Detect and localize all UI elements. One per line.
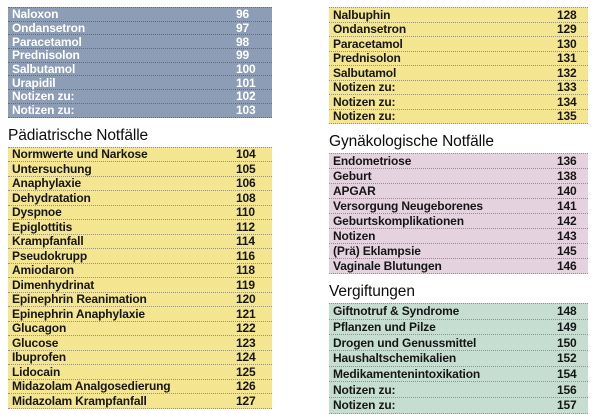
section-box [8, 147, 272, 409]
toc-entry-page: 143 [557, 229, 577, 243]
toc-entry-page: 148 [557, 304, 577, 319]
toc-entry-label: Geburtskomplikationen [333, 214, 464, 228]
toc-entry-page: 138 [557, 169, 577, 183]
section-box [8, 7, 272, 118]
toc-entry-page: 149 [557, 320, 577, 335]
toc-entry-page: 100 [236, 62, 256, 77]
toc-entry-page: 134 [557, 94, 577, 109]
toc-row [329, 382, 588, 398]
toc-entry-label: Naloxon [12, 7, 59, 22]
toc-entry-label: Paracetamol [12, 34, 82, 49]
toc-entry-label: Anaphylaxie [12, 176, 82, 191]
toc-row [8, 365, 272, 380]
toc-entry-label: Epinephrin Reanimation [12, 292, 147, 307]
toc-entry-label: Giftnotruf & Syndrome [333, 304, 460, 319]
toc-entry-page: 157 [557, 398, 577, 413]
toc-entry-label: Notizen zu: [333, 109, 396, 124]
toc-row [8, 336, 272, 351]
toc-entry-page: 97 [236, 21, 250, 36]
toc-row [329, 52, 588, 67]
toc-row [329, 304, 588, 320]
toc-row [329, 169, 588, 184]
section-title: Vergiftungen [329, 283, 415, 300]
toc-entry-page: 131 [557, 51, 577, 66]
toc-row [8, 307, 272, 322]
toc-entry-page: 133 [557, 80, 577, 95]
toc-entry-label: Ondansetron [333, 22, 407, 37]
toc-entry-label: Nalbuphin [333, 7, 391, 22]
toc-entry-label: Notizen [333, 229, 376, 243]
toc-row [329, 37, 588, 52]
toc-row [8, 264, 272, 279]
toc-row [329, 8, 588, 23]
toc-row [8, 90, 272, 104]
toc-entry-label: Haushaltschemikalien [333, 351, 457, 366]
toc-entry-label: Glucagon [12, 321, 67, 336]
toc-entry-label: Dimenhydrinat [12, 277, 95, 292]
toc-entry-label: Notizen zu: [12, 103, 75, 118]
toc-entry-page: 145 [557, 244, 577, 258]
toc-entry-label: Notizen zu: [333, 80, 396, 95]
toc-entry-label: Krampfanfall [12, 234, 84, 249]
toc-entry-page: 114 [236, 234, 255, 249]
toc-row [8, 148, 272, 163]
toc-entry-label: Lidocain [12, 364, 61, 379]
toc-entry-page: 116 [236, 248, 255, 263]
toc-entry-label: Salbutamol [12, 62, 76, 77]
toc-row [8, 104, 272, 118]
toc-entry-page: 154 [557, 367, 577, 382]
toc-row [8, 177, 272, 192]
toc-entry-label: Amiodaron [12, 263, 74, 278]
toc-entry-page: 135 [557, 109, 577, 124]
toc-row [8, 35, 272, 49]
toc-entry-page: 98 [236, 34, 250, 49]
toc-entry-page: 156 [557, 382, 577, 397]
toc-entry-page: 105 [236, 161, 256, 176]
toc-entry-page: 103 [236, 103, 256, 118]
toc-entry-page: 152 [557, 351, 577, 366]
toc-entry-page: 99 [236, 48, 250, 63]
toc-entry-label: Notizen zu: [333, 94, 396, 109]
toc-entry-label: Untersuchung [12, 161, 92, 176]
toc-entry-page: 121 [236, 306, 256, 321]
toc-entry-label: Epiglottitis [12, 219, 73, 234]
toc-entry-label: Pseudokrupp [12, 248, 88, 263]
toc-entry-label: Dyspnoe [12, 205, 62, 220]
toc-row [8, 49, 272, 63]
toc-entry-page: 146 [557, 259, 577, 273]
toc-row [329, 367, 588, 383]
toc-entry-label: Notizen zu: [333, 382, 396, 397]
toc-row [8, 322, 272, 337]
toc-row [8, 76, 272, 90]
toc-entry-page: 125 [236, 364, 256, 379]
toc-entry-label: Notizen zu: [12, 89, 75, 104]
toc-row [329, 81, 588, 96]
toc-row [329, 351, 588, 367]
toc-entry-page: 120 [236, 292, 256, 307]
toc-row [329, 320, 588, 336]
toc-row [8, 162, 272, 177]
toc-entry-page: 132 [557, 65, 577, 80]
toc-row [8, 278, 272, 293]
toc-entry-page: 104 [236, 147, 256, 162]
section-title: Gynäkologische Notfälle [329, 133, 494, 150]
toc-row [8, 235, 272, 250]
toc-row [329, 214, 588, 229]
toc-row [8, 394, 272, 409]
toc-entry-label: Prednisolon [12, 48, 80, 63]
toc-row [329, 95, 588, 110]
toc-entry-page: 106 [236, 176, 256, 191]
toc-entry-label: Urapidil [12, 75, 56, 90]
toc-row [329, 229, 588, 244]
toc-entry-label: Salbutamol [333, 65, 397, 80]
toc-entry-label: Medikamentenintoxikation [333, 367, 481, 382]
toc-entry-label: Drogen und Genussmittel [333, 335, 477, 350]
toc-row [8, 293, 272, 308]
section-box [329, 303, 588, 414]
toc-entry-page: 128 [557, 7, 577, 22]
toc-row [329, 335, 588, 351]
toc-entry-label: Normwerte und Narkose [12, 147, 148, 162]
toc-entry-page: 130 [557, 36, 577, 51]
toc-entry-page: 142 [557, 214, 577, 228]
toc-entry-page: 108 [236, 190, 256, 205]
toc-row [329, 259, 588, 274]
toc-entry-page: 124 [236, 350, 256, 365]
section-box [329, 153, 588, 274]
toc-entry-page: 136 [557, 154, 577, 168]
toc-entry-label: Vaginale Blutungen [333, 259, 442, 273]
toc-entry-label: Geburt [333, 169, 372, 183]
toc-entry-page: 150 [557, 335, 577, 350]
toc-entry-page: 126 [236, 379, 256, 394]
toc-entry-label: Midazolam Analgosedierung [12, 379, 171, 394]
toc-entry-label: Glucose [12, 335, 59, 350]
toc-entry-label: Pflanzen und Pilze [333, 320, 436, 335]
toc-row [329, 66, 588, 81]
toc-row [8, 63, 272, 77]
toc-entry-page: 101 [236, 75, 256, 90]
toc-row [8, 8, 272, 22]
toc-entry-page: 141 [557, 199, 577, 213]
toc-entry-label: Ibuprofen [12, 350, 66, 365]
toc-row [8, 351, 272, 366]
toc-entry-label: Notizen zu: [333, 398, 396, 413]
toc-row [8, 380, 272, 395]
toc-row [329, 398, 588, 414]
toc-entry-label: Versorgung Neugeborenes [333, 199, 483, 213]
toc-entry-label: Paracetamol [333, 36, 403, 51]
toc-entry-label: Midazolam Krampfanfall [12, 393, 147, 408]
toc-entry-page: 129 [557, 22, 577, 37]
section-title: Pädiatrische Notfälle [8, 126, 149, 144]
toc-entry-label: (Prä) Eklampsie [333, 244, 421, 258]
toc-entry-label: Endometriose [333, 154, 412, 168]
toc-row [329, 184, 588, 199]
toc-row [8, 191, 272, 206]
toc-row [329, 110, 588, 125]
toc-row [8, 206, 272, 221]
toc-entry-page: 122 [236, 321, 256, 336]
toc-row [8, 22, 272, 36]
toc-entry-label: APGAR [333, 184, 376, 198]
toc-entry-page: 110 [236, 205, 255, 220]
column-right [329, 7, 588, 414]
toc-entry-page: 127 [236, 393, 256, 408]
toc-entry-page: 112 [236, 219, 255, 234]
toc-row [329, 23, 588, 38]
toc-entry-page: 140 [557, 184, 577, 198]
toc-row [329, 154, 588, 169]
toc-row [329, 244, 588, 259]
toc-entry-page: 118 [236, 263, 255, 278]
toc-row [8, 220, 272, 235]
toc-entry-page: 102 [236, 89, 256, 104]
toc-row [329, 199, 588, 214]
toc-entry-label: Prednisolon [333, 51, 401, 66]
toc-entry-label: Epinephrin Anaphylaxie [12, 306, 145, 321]
toc-entry-page: 119 [236, 277, 255, 292]
section-box [329, 7, 588, 124]
toc-entry-page: 96 [236, 7, 250, 22]
toc-entry-page: 123 [236, 335, 256, 350]
toc-entry-label: Dehydratation [12, 190, 91, 205]
column-left [8, 7, 272, 409]
toc-entry-label: Ondansetron [12, 21, 86, 36]
toc-row [8, 249, 272, 264]
